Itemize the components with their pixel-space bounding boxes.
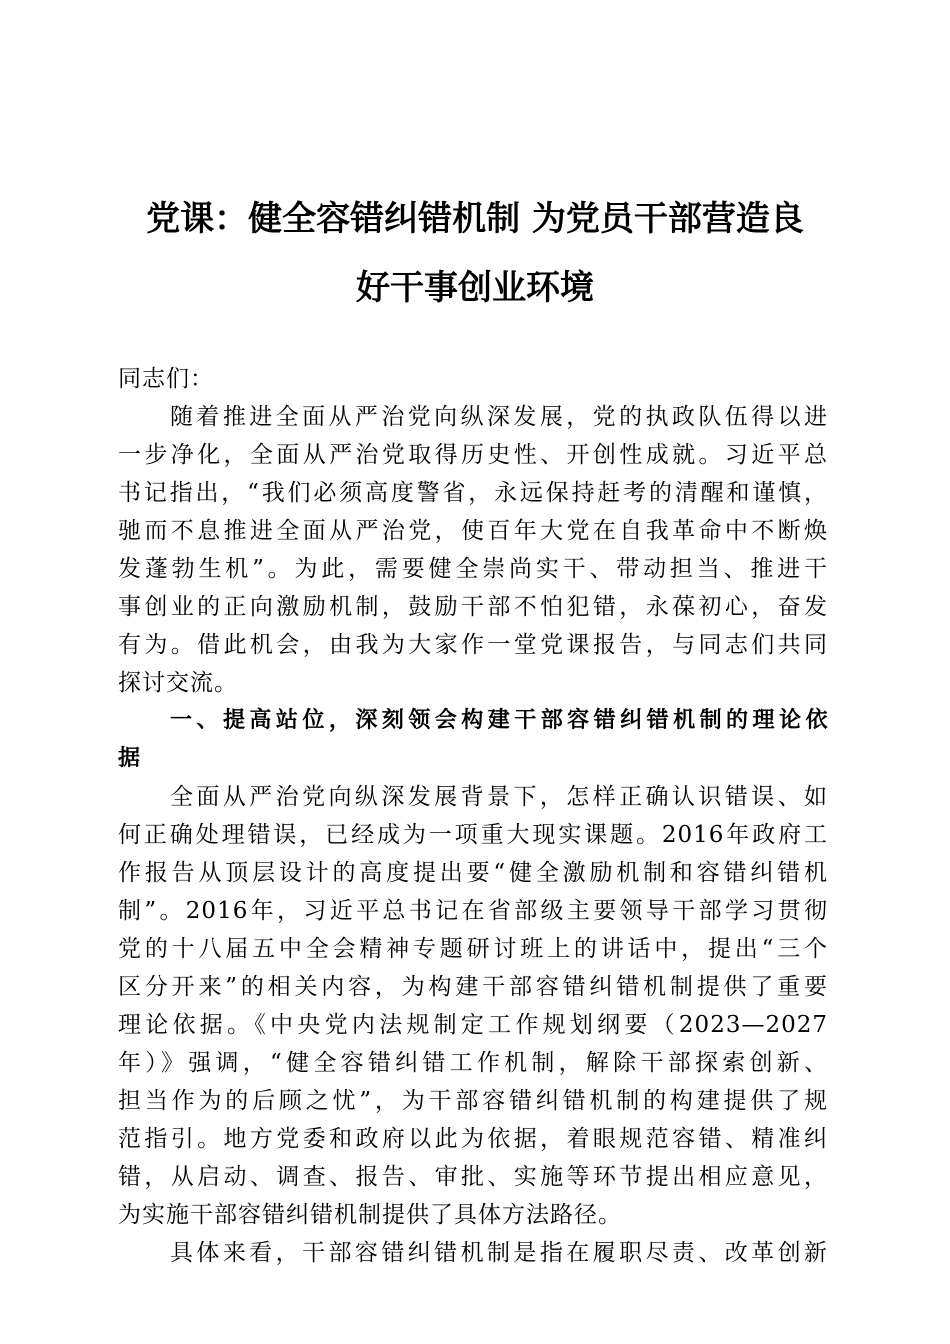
paragraph-1-line-1: 随着推进全面从严治党向纵深发展，党的执政队伍得以进: [170, 404, 828, 430]
document-body: [118, 360, 828, 1272]
paragraph-2-line-5: 党的十八届五中全会精神专题研讨班上的讲话中，提出“三个: [118, 936, 828, 962]
section-heading-line-2: 据: [118, 746, 141, 771]
section-heading-line-1: 一、提高站位，深刻领会构建干部容错纠错机制的理论依: [170, 708, 828, 733]
document-title-line-1: 党课：健全容错纠错机制 为党员干部营造良: [146, 199, 804, 239]
paragraph-2-line-8: 年）》强调，“健全容错纠错工作机制，解除干部探索创新、: [118, 1050, 828, 1076]
paragraph-2-line-11: 错，从启动、调查、报告、审批、实施等环节提出相应意见，: [118, 1164, 828, 1190]
paragraph-2-line-6: 区分开来”的相关内容，为构建干部容错纠错机制提供了重要: [118, 974, 828, 1000]
paragraph-1-line-7: 有为。借此机会，由我为大家作一堂党课报告，与同志们共同: [118, 632, 828, 658]
paragraph-1-line-2: 一步净化，全面从严治党取得历史性、开创性成就。习近平总: [118, 442, 828, 468]
paragraph-2-line-2: 何正确处理错误，已经成为一项重大现实课题。2016年政府工: [118, 822, 828, 848]
paragraph-2-line-7: 理论依据。《中央党内法规制定工作规划纲要（2023—2027: [118, 1012, 828, 1038]
paragraph-3-line-1: 具体来看，干部容错纠错机制是指在履职尽责、改革创新: [170, 1240, 828, 1266]
paragraph-2-line-10: 范指引。地方党委和政府以此为依据，着眼规范容错、精准纠: [118, 1126, 828, 1152]
paragraph-2-line-9: 担当作为的后顾之忧”，为干部容错纠错机制的构建提供了规: [118, 1088, 828, 1114]
paragraph-1-line-4: 驰而不息推进全面从严治党，使百年大党在自我革命中不断焕: [118, 518, 828, 544]
paragraph-2-line-1: 全面从严治党向纵深发展背景下，怎样正确认识错误、如: [170, 784, 828, 810]
paragraph-1-line-3: 书记指出，“我们必须高度警省，永远保持赶考的清醒和谨慎，: [118, 480, 828, 506]
salutation: 同志们：: [118, 366, 214, 392]
document-title-line-2: 好干事创业环境: [356, 268, 594, 308]
paragraph-1-line-5: 发蓬勃生机”。为此，需要健全崇尚实干、带动担当、推进干: [118, 556, 828, 582]
paragraph-2-line-3: 作报告从顶层设计的高度提出要“健全激励机制和容错纠错机: [118, 860, 828, 886]
paragraph-1-line-6: 事创业的正向激励机制，鼓励干部不怕犯错，永葆初心，奋发: [118, 594, 828, 620]
paragraph-2-line-4: 制”。2016年，习近平总书记在省部级主要领导干部学习贯彻: [118, 898, 828, 924]
paragraph-1-line-8: 探讨交流。: [118, 670, 238, 696]
paragraph-2-line-12: 为实施干部容错纠错机制提供了具体方法路径。: [118, 1202, 622, 1228]
